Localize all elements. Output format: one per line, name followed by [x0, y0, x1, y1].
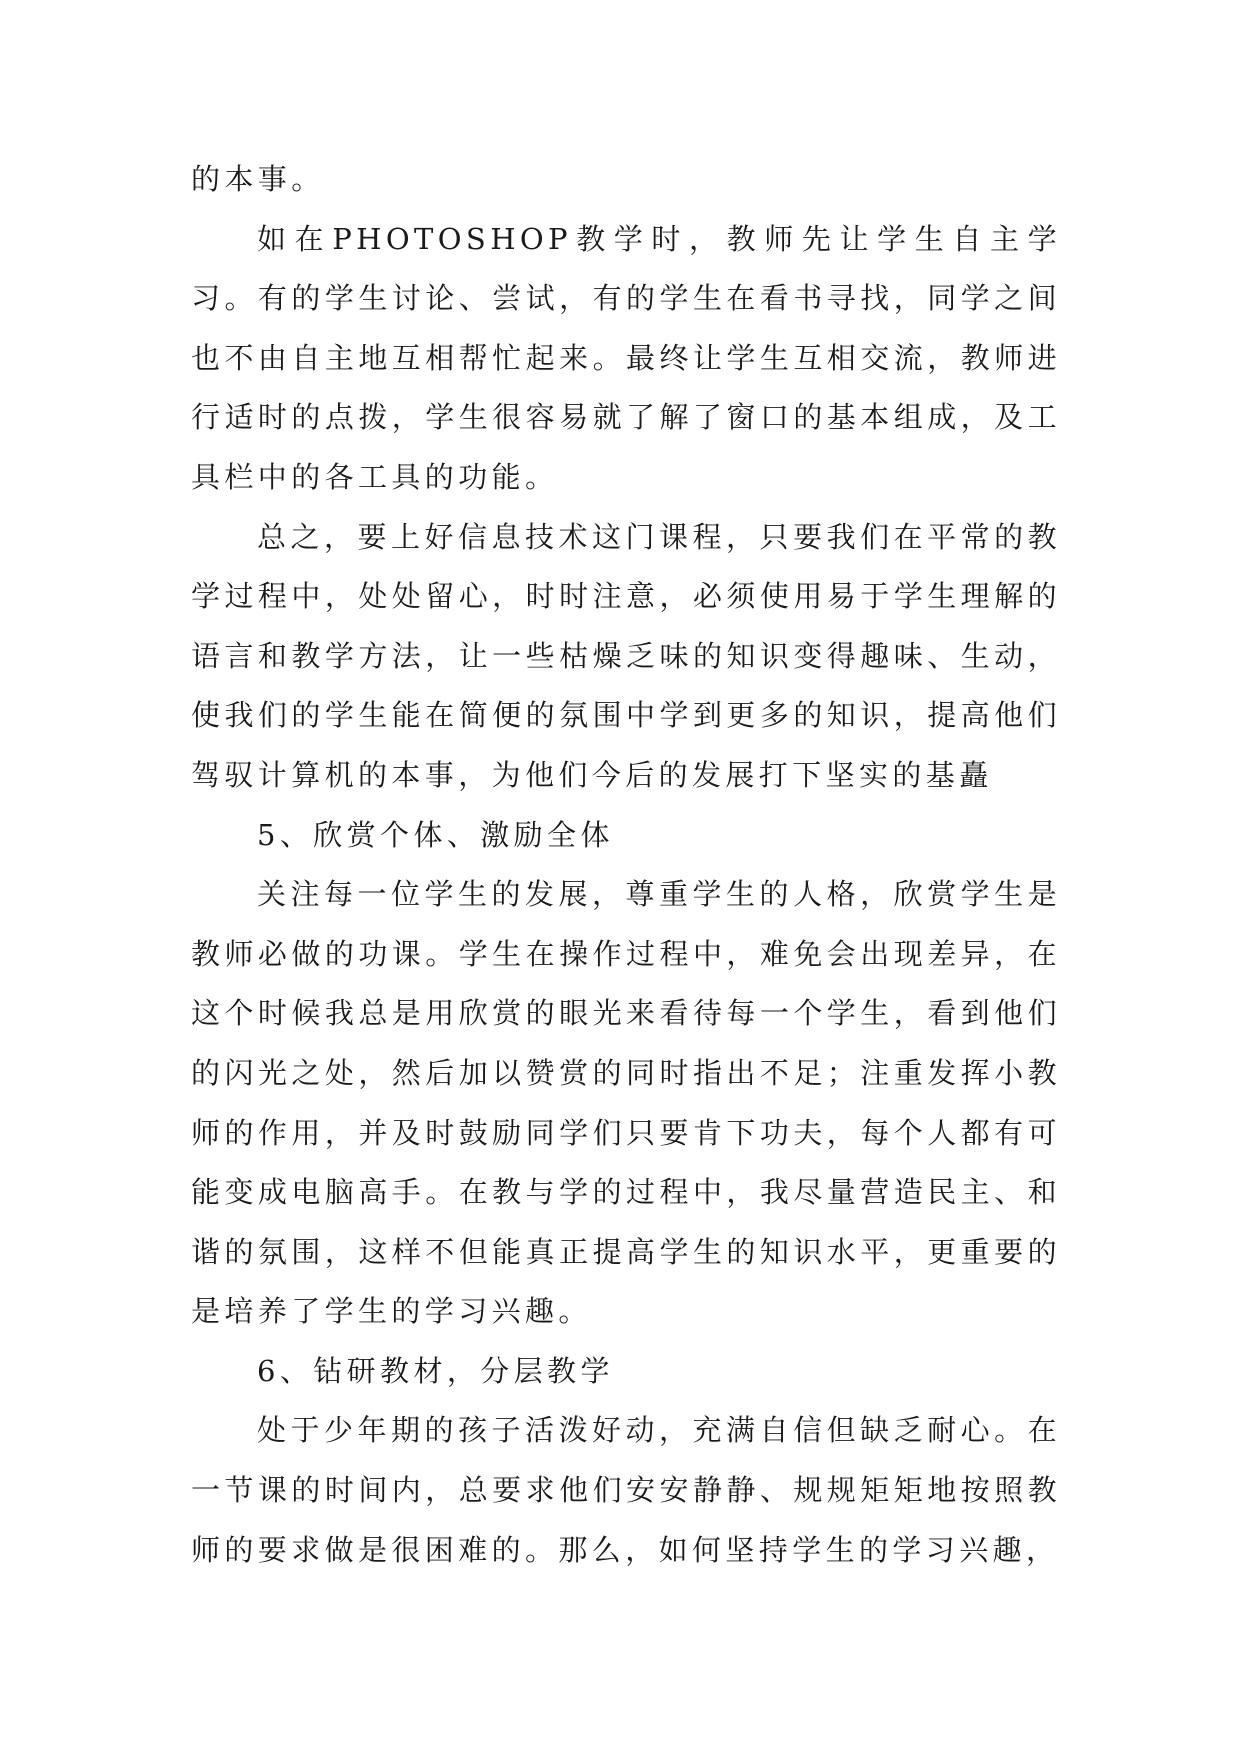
paragraph-summary: 总之，要上好信息技术这门课程，只要我们在平常的教学过程中，处处留心，时时注意，必须使用易于学生理解的语言和教学方法，让一些枯燥乏味的知识变得趣味、生动，使我们的学生能在简便的氛围中学到更多的知识，提高他们驾驭计算机的本事，为他们今后的发展打下坚实的基矗 — [191, 519, 1061, 792]
section-heading-5: 5、欣赏个体、激励全体 — [257, 817, 614, 852]
section-heading-6: 6、钻研教材，分层教学 — [257, 1353, 614, 1388]
paragraph-appreciate-students: 关注每一位学生的发展，尊重学生的人格，欣赏学生是教师必做的功课。学生在操作过程中，难免会出现差异，在这个时候我总是用欣赏的眼光来看待每一个学生，看到他们的闪光之处，然后加以赞赏的同时指出不足；注重发挥小教师的作用，并及时鼓励同学们只要肯下功夫，每个人都有可能变成电脑高手。在教与学的过程中，我尽量营造民主、和谐的氛围，这样不但能真正提高学生的知识水平，更重要的是培养了学生的学习兴趣。 — [191, 877, 1061, 1329]
document-page — [191, 150, 1061, 1580]
paragraph-photoshop-example: 如在PHOTOSHOP教学时，教师先让学生自主学习。有的学生讨论、尝试，有的学生在看书寻找，同学之间也不由自主地互相帮忙起来。最终让学生互相交流，教师进行适时的点拨，学生很容易就了解了窗口的基本组成，及工具栏中的各工具的功能。 — [191, 221, 1061, 494]
paragraph-layered-teaching: 处于少年期的孩子活泼好动，充满自信但缺乏耐心。在一节课的时间内，总要求他们安安静静、规规矩矩地按照教师的要求做是很困难的。那么，如何坚持学生的学习兴趣， — [191, 1413, 1061, 1567]
paragraph-continuation: 的本事。 — [191, 162, 325, 196]
